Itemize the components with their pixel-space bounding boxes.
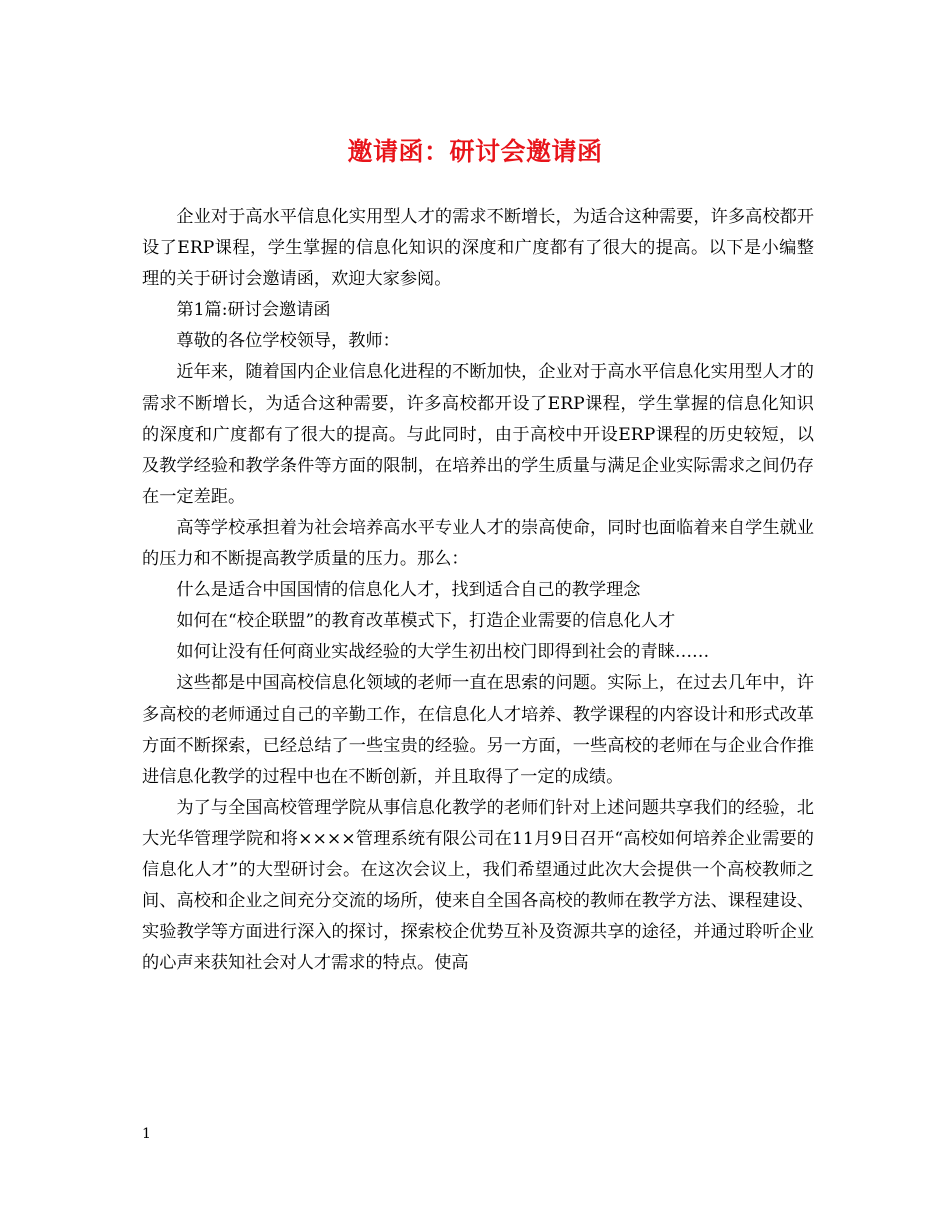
paragraph-exploration: 这些都是中国高校信息化领域的老师一直在思索的问题。实际上，在过去几年中，许多高校的老师通过自己的辛勤工作，在信息化人才培养、教学课程的内容设计和形式改革方面不断探索，已经总结了一些宝贵的经验。另一方面，一些高校的老师在与企业合作推进信息化教学的过程中也在不断创新，并且取得了一定的成绩。 — [142, 673, 814, 787]
paragraph-mission: 高等学校承担着为社会培养高水平专业人才的崇高使命，同时也面临着来自学生就业的压力和不断提高教学质量的压力。那么： — [142, 517, 814, 570]
paragraph-question-3: 如何让没有任何商业实战经验的大学生初出校门即得到社会的青睐…… — [176, 642, 710, 663]
document-title: 邀请函：研讨会邀请函 — [347, 137, 603, 166]
paragraph-question-2: 如何在“校企联盟”的教育改革模式下，打造企业需要的信息化人才 — [176, 611, 676, 632]
page-number: 1 — [142, 1126, 151, 1142]
paragraph-question-1: 什么是适合中国国情的信息化人才，找到适合自己的教学理念 — [176, 580, 641, 601]
paragraph-intro: 企业对于高水平信息化实用型人才的需求不断增长，为适合这种需要，许多高校都开设了ERP课程，学生掌握的信息化知识的深度和广度都有了很大的提高。以下是小编整理的关于研讨会邀请函，欢迎大家参阅。 — [142, 207, 814, 290]
document-body — [142, 202, 814, 979]
paragraph-conference: 为了与全国高校管理学院从事信息化教学的老师们针对上述问题共享我们的经验，北大光华管理学院和将××××管理系统有限公司在11月9日召开“高校如何培养企业需要的信息化人才”的大型研讨会。在这次会议上，我们希望通过此次大会提供一个高校教师之间、高校和企业之间充分交流的场所，使来自全国各高校的教师在教学方法、课程建设、实验教学等方面进行深入的探讨，探索校企优势互补及资源共享的途径，并通过聆听企业的心声来获知社会对人才需求的特点。使高 — [142, 797, 814, 974]
paragraph-salutation: 尊敬的各位学校领导，教师： — [176, 331, 400, 352]
paragraph-section-heading: 第1篇:研讨会邀请函 — [176, 300, 331, 321]
paragraph-background: 近年来，随着国内企业信息化进程的不断加快，企业对于高水平信息化实用型人才的需求不断增长，为适合这种需要，许多高校都开设了ERP课程，学生掌握的信息化知识的深度和广度都有了很大的提高。与此同时，由于高校中开设ERP课程的历史较短，以及教学经验和教学条件等方面的限制，在培养出的学生质量与满足企业实际需求之间仍存在一定差距。 — [142, 362, 814, 507]
